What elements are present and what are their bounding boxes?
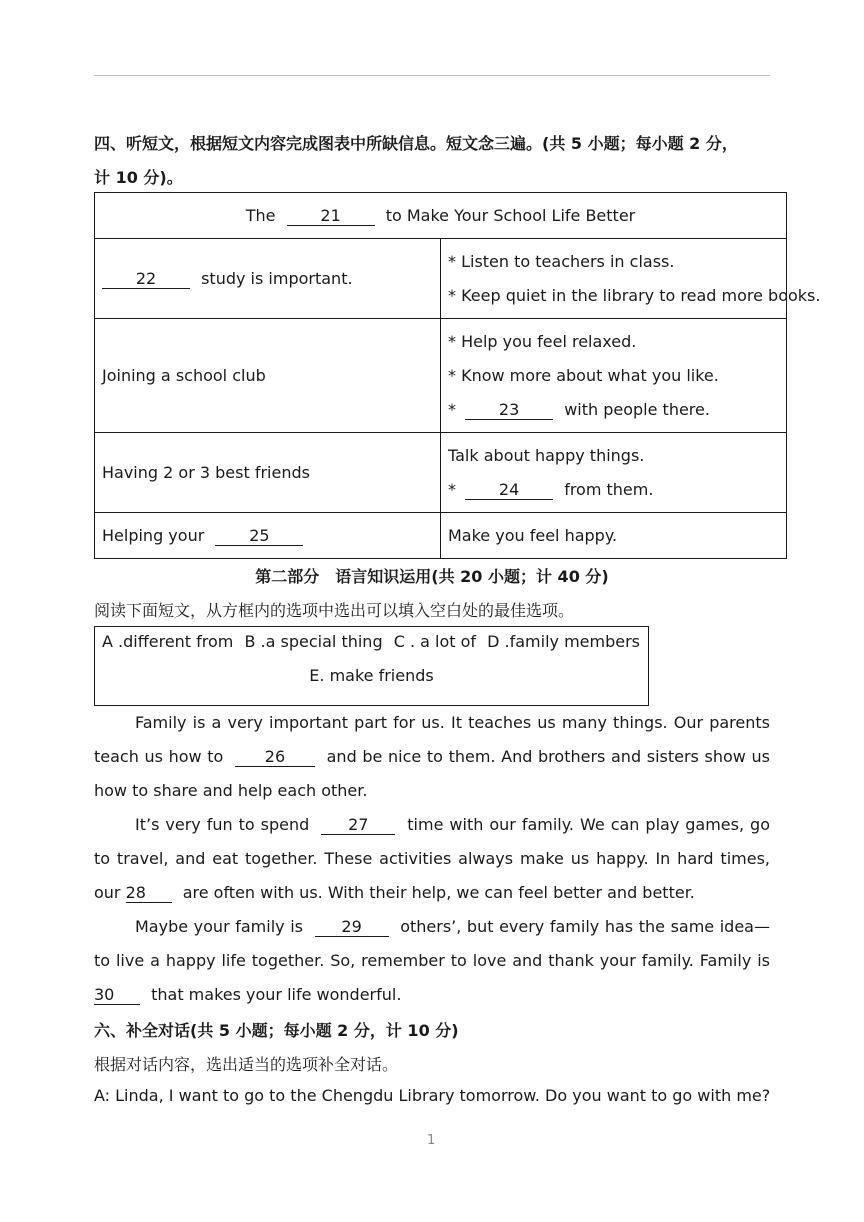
row2-line3 [448, 393, 779, 427]
blank-24[interactable]: 24 [465, 481, 553, 500]
row3-left: Having 2 or 3 best friends [95, 433, 441, 513]
p1-text-a: Family is a very important part for us. It teaches us many things. Our parents teach us how to [94, 713, 770, 766]
row1-line1: * Listen to teachers in class. [448, 251, 675, 271]
header-rule [94, 75, 770, 76]
row2-line2: * Know more about what you like. [448, 365, 719, 385]
row1-line2: * Keep quiet in the library to read more books. [448, 285, 821, 305]
passage-paragraph-3 [94, 910, 770, 1012]
table-title-cell [95, 193, 787, 239]
table-row [95, 433, 787, 513]
p3-text-c: that makes your life wonderful. [151, 985, 402, 1004]
title-prefix: The [245, 205, 276, 225]
blank-28[interactable]: 28 [126, 884, 172, 903]
blank-23[interactable]: 23 [465, 401, 553, 420]
table-title-row [95, 193, 787, 239]
row3-bullet: * [448, 479, 456, 499]
title-suffix: to Make Your School Life Better [385, 205, 636, 225]
row3-line1: Talk about happy things. [448, 445, 645, 465]
blank-22[interactable]: 22 [102, 270, 190, 289]
option-a: A .different from [102, 632, 234, 651]
row3-right [441, 433, 787, 513]
row1-left [95, 239, 441, 319]
option-c: C . a lot of [393, 632, 477, 651]
row2-bullet: * [448, 399, 456, 419]
p2-text-c: are often with us. With their help, we can feel better and better. [182, 883, 695, 902]
blank-29[interactable]: 29 [315, 918, 389, 937]
row4-right: Make you feel happy. [441, 513, 787, 559]
row3-line2 [448, 473, 779, 507]
passage-paragraph-2 [94, 808, 770, 910]
section6-instruction: 根据对话内容，选出适当的选项补全对话。 [94, 1055, 399, 1074]
blank-21[interactable]: 21 [287, 207, 375, 226]
p2-text-a: It’s very fun to spend [135, 815, 310, 834]
table-row [95, 239, 787, 319]
listening-table [94, 192, 821, 559]
row2-line1: * Help you feel relaxed. [448, 331, 637, 351]
p2-text-b: time with our family. We can play games, go to travel, and eat together. These activities always make us happy. In hard times, our [94, 815, 771, 902]
table-row [95, 319, 787, 433]
table-row [95, 513, 787, 559]
part2-heading: 第二部分 语言知识运用(共 20 小题；计 40 分) [255, 567, 609, 586]
row4-left [95, 513, 441, 559]
blank-27[interactable]: 27 [321, 816, 395, 835]
section6-heading: 六、补全对话(共 5 小题；每小题 2 分，计 10 分) [94, 1021, 459, 1040]
row4-left-text: Helping your [102, 525, 205, 545]
blank-25[interactable]: 25 [215, 527, 303, 546]
p3-text-a: Maybe your family is [135, 917, 303, 936]
row3-line2-suffix: from them. [564, 479, 654, 499]
part2-instruction: 阅读下面短文，从方框内的选项中选出可以填入空白处的最佳选项。 [94, 601, 575, 620]
options-row [102, 632, 646, 651]
blank-26[interactable]: 26 [235, 748, 315, 767]
option-d: D .family members [487, 632, 641, 651]
dialog-line-a: A: Linda, I want to go to the Chengdu Library tomorrow. Do you want to go with me? [94, 1086, 771, 1105]
row1-left-text: study is important. [201, 268, 353, 288]
row2-right [441, 319, 787, 433]
option-e: E. make friends [309, 666, 434, 685]
row1-right [441, 239, 821, 319]
section4-heading-line1: 四、听短文，根据短文内容完成图表中所缺信息。短文念三遍。(共 5 小题；每小题 2 分， [94, 134, 738, 153]
p3-text-b: others’, but every family has the same idea—to live a happy life together. So, remember to love and thank your family. Family is [94, 917, 770, 970]
options-box [94, 626, 649, 706]
section4-heading-line2: 计 10 分)。 [94, 168, 183, 187]
passage-paragraph-1 [94, 706, 770, 808]
option-b: B .a special thing [244, 632, 383, 651]
p1-text-b: and be nice to them. And brothers and sisters show us how to share and help each other. [94, 747, 771, 800]
blank-30[interactable]: 30 [94, 986, 140, 1005]
row2-line3-suffix: with people there. [564, 399, 710, 419]
page-number: 1 [427, 1133, 436, 1148]
row2-left: Joining a school club [95, 319, 441, 433]
